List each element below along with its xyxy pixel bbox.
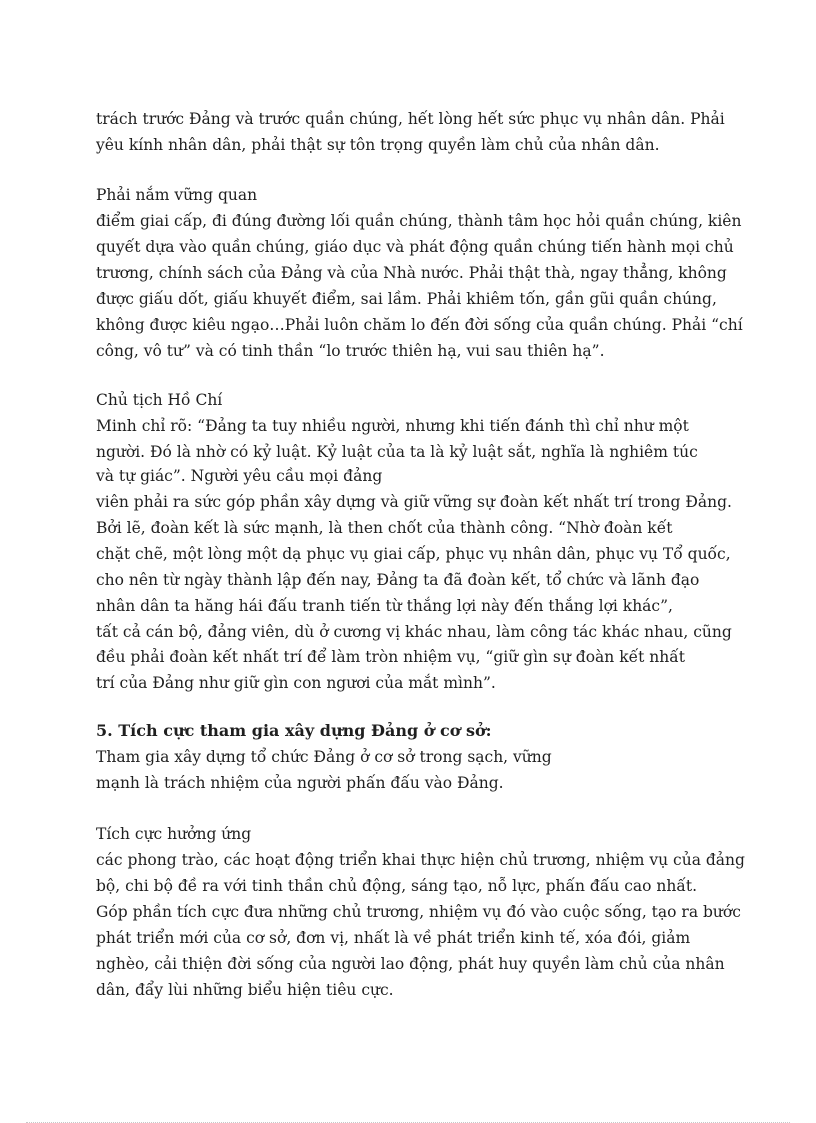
paragraph-line: trương, chính sách của Đảng và của Nhà nước. Phải thật thà, ngay thẳng, không <box>96 264 727 282</box>
paragraph-line: trách trước Đảng và trước quần chúng, hết lòng hết sức phục vụ nhân dân. Phải <box>96 110 725 128</box>
paragraph-line: tất cả cán bộ, đảng viên, dù ở cương vị khác nhau, làm công tác khác nhau, cũng <box>96 623 732 641</box>
paragraph-line: nghèo, cải thiện đời sống của người lao động, phát huy quyền làm chủ của nhân <box>96 955 725 973</box>
paragraph-line: phát triển mới của cơ sở, đơn vị, nhất là về phát triển kinh tế, xóa đói, giảm <box>96 929 691 947</box>
paragraph-line: bộ, chi bộ đề ra với tinh thần chủ động, sáng tạo, nỗ lực, phấn đấu cao nhất. <box>96 877 698 895</box>
paragraph-line: Bởi lẽ, đoàn kết là sức mạnh, là then chốt của thành công. “Nhờ đoàn kết <box>96 519 673 537</box>
paragraph-line: Tích cực hưởng ứng <box>96 825 252 843</box>
paragraph-line: Góp phần tích cực đưa những chủ trương, nhiệm vụ đó vào cuộc sống, tạo ra bước <box>96 903 741 921</box>
paragraph-line: và tự giác”. Người yêu cầu mọi đảng <box>96 467 383 485</box>
paragraph-line: đều phải đoàn kết nhất trí để làm tròn nhiệm vụ, “giữ gìn sự đoàn kết nhất <box>96 648 685 666</box>
paragraph-line: viên phải ra sức góp phần xây dựng và giữ vững sự đoàn kết nhất trí trong Đảng. <box>96 493 732 511</box>
paragraph-line: được giấu dốt, giấu khuyết điểm, sai lầm. Phải khiêm tốn, gần gũi quần chúng, <box>96 290 717 308</box>
paragraph-line: quyết dựa vào quần chúng, giáo dục và phát động quần chúng tiến hành mọi chủ <box>96 238 734 256</box>
paragraph-line: không được kiêu ngạo…Phải luôn chăm lo đến đời sống của quần chúng. Phải “chí <box>96 316 743 334</box>
paragraph-line: chặt chẽ, một lòng một dạ phục vụ giai cấp, phục vụ nhân dân, phục vụ Tổ quốc, <box>96 545 731 563</box>
paragraph-line: các phong trào, các hoạt động triển khai thực hiện chủ trương, nhiệm vụ của đảng <box>96 851 745 869</box>
paragraph-line: công, vô tư” và có tinh thần “lo trước thiên hạ, vui sau thiên hạ”. <box>96 342 605 360</box>
paragraph-line: điểm giai cấp, đi đúng đường lối quần chúng, thành tâm học hỏi quần chúng, kiên <box>96 212 742 230</box>
paragraph-line: Minh chỉ rõ: “Đảng ta tuy nhiều người, nhưng khi tiến đánh thì chỉ như một <box>96 417 689 435</box>
paragraph-line: người. Đó là nhờ có kỷ luật. Kỷ luật của ta là kỷ luật sắt, nghĩa là nghiêm túc <box>96 443 698 461</box>
paragraph-line: Chủ tịch Hồ Chí <box>96 391 223 409</box>
paragraph-line: dân, đẩy lùi những biểu hiện tiêu cực. <box>96 981 394 999</box>
paragraph-line: mạnh là trách nhiệm của người phấn đấu vào Đảng. <box>96 774 504 792</box>
paragraph-line: Phải nắm vững quan <box>96 186 258 204</box>
paragraph-line: Tham gia xây dựng tổ chức Đảng ở cơ sở trong sạch, vững <box>96 748 552 766</box>
paragraph-line: nhân dân ta hăng hái đấu tranh tiến từ thắng lợi này đến thắng lợi khác”, <box>96 597 673 615</box>
section-heading: 5. Tích cực tham gia xây dựng Đảng ở cơ sở: <box>96 721 492 740</box>
paragraph-line: trí của Đảng như giữ gìn con ngươi của mắt mình”. <box>96 674 496 692</box>
paragraph-line: cho nên từ ngày thành lập đến nay, Đảng ta đã đoàn kết, tổ chức và lãnh đạo <box>96 571 700 589</box>
paragraph-line: yêu kính nhân dân, phải thật sự tôn trọng quyền làm chủ của nhân dân. <box>96 136 660 154</box>
